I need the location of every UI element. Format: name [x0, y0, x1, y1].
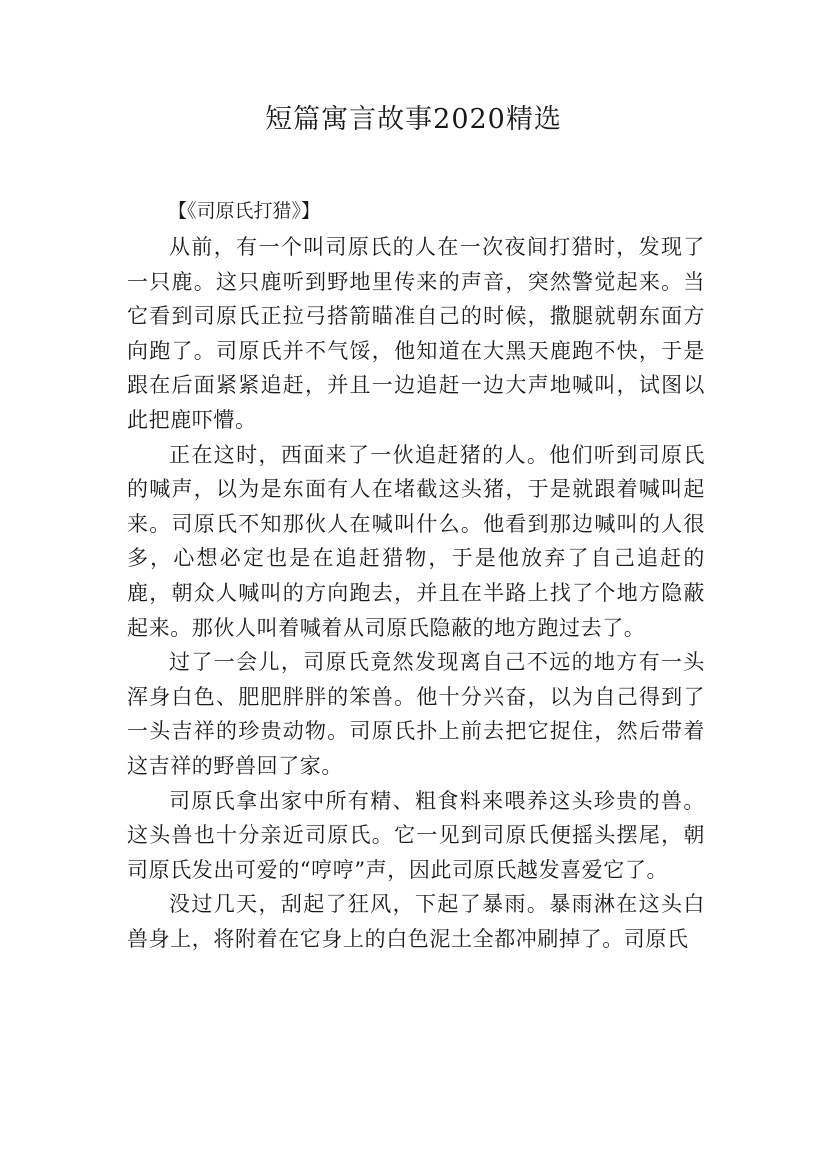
paragraph-1: 从前，有一个叫司原氏的人在一次夜间打猎时，发现了一只鹿。这只鹿听到野地里传来的声音，突然警觉起来。当它看到司原氏正拉弓搭箭瞄准自己的时候，撒腿就朝东面方向跑了。司原氏并不气馁，他知道在大黑天鹿跑不快，于是跟在后面紧紧追赶，并且一边追赶一边大声地喊叫，试图以此把鹿吓懵。 — [127, 235, 705, 432]
paragraph-2: 正在这时，西面来了一伙追赶猪的人。他们听到司原氏的喊声，以为是东面有人在堵截这头猪，于是就跟着喊叫起来。司原氏不知那伙人在喊叫什么。他看到那边喊叫的人很多，心想必定也是在追赶猎物，于是他放弃了自己追赶的鹿，朝众人喊叫的方向跑去，并且在半路上找了个地方隐蔽起来。那伙人叫着喊着从司原氏隐蔽的地方跑过去了。 — [127, 442, 705, 640]
document-title: 短篇寓言故事2020精选 — [265, 104, 562, 135]
paragraph-5: 没过几天，刮起了狂风，下起了暴雨。暴雨淋在这头白兽身上，将附着在它身上的白色泥土全都冲刷掉了。司原氏 — [127, 892, 705, 951]
paragraph-3: 过了一会儿，司原氏竟然发现离自己不远的地方有一头浑身白色、肥肥胖胖的笨兽。他十分兴奋，以为自己得到了一头吉祥的珍贵动物。司原氏扑上前去把它捉住，然后带着这吉祥的野兽回了家。 — [127, 650, 705, 778]
story-heading: 【《司原氏打猎》】 — [168, 200, 321, 222]
paragraph-4: 司原氏拿出家中所有精、粗食料来喂养这头珍贵的兽。这头兽也十分亲近司原氏。它一见到司原氏便摇头摆尾，朝司原氏发出可爱的“哼哼”声，因此司原氏越发喜爱它了。 — [127, 788, 705, 882]
story-body — [127, 230, 705, 956]
